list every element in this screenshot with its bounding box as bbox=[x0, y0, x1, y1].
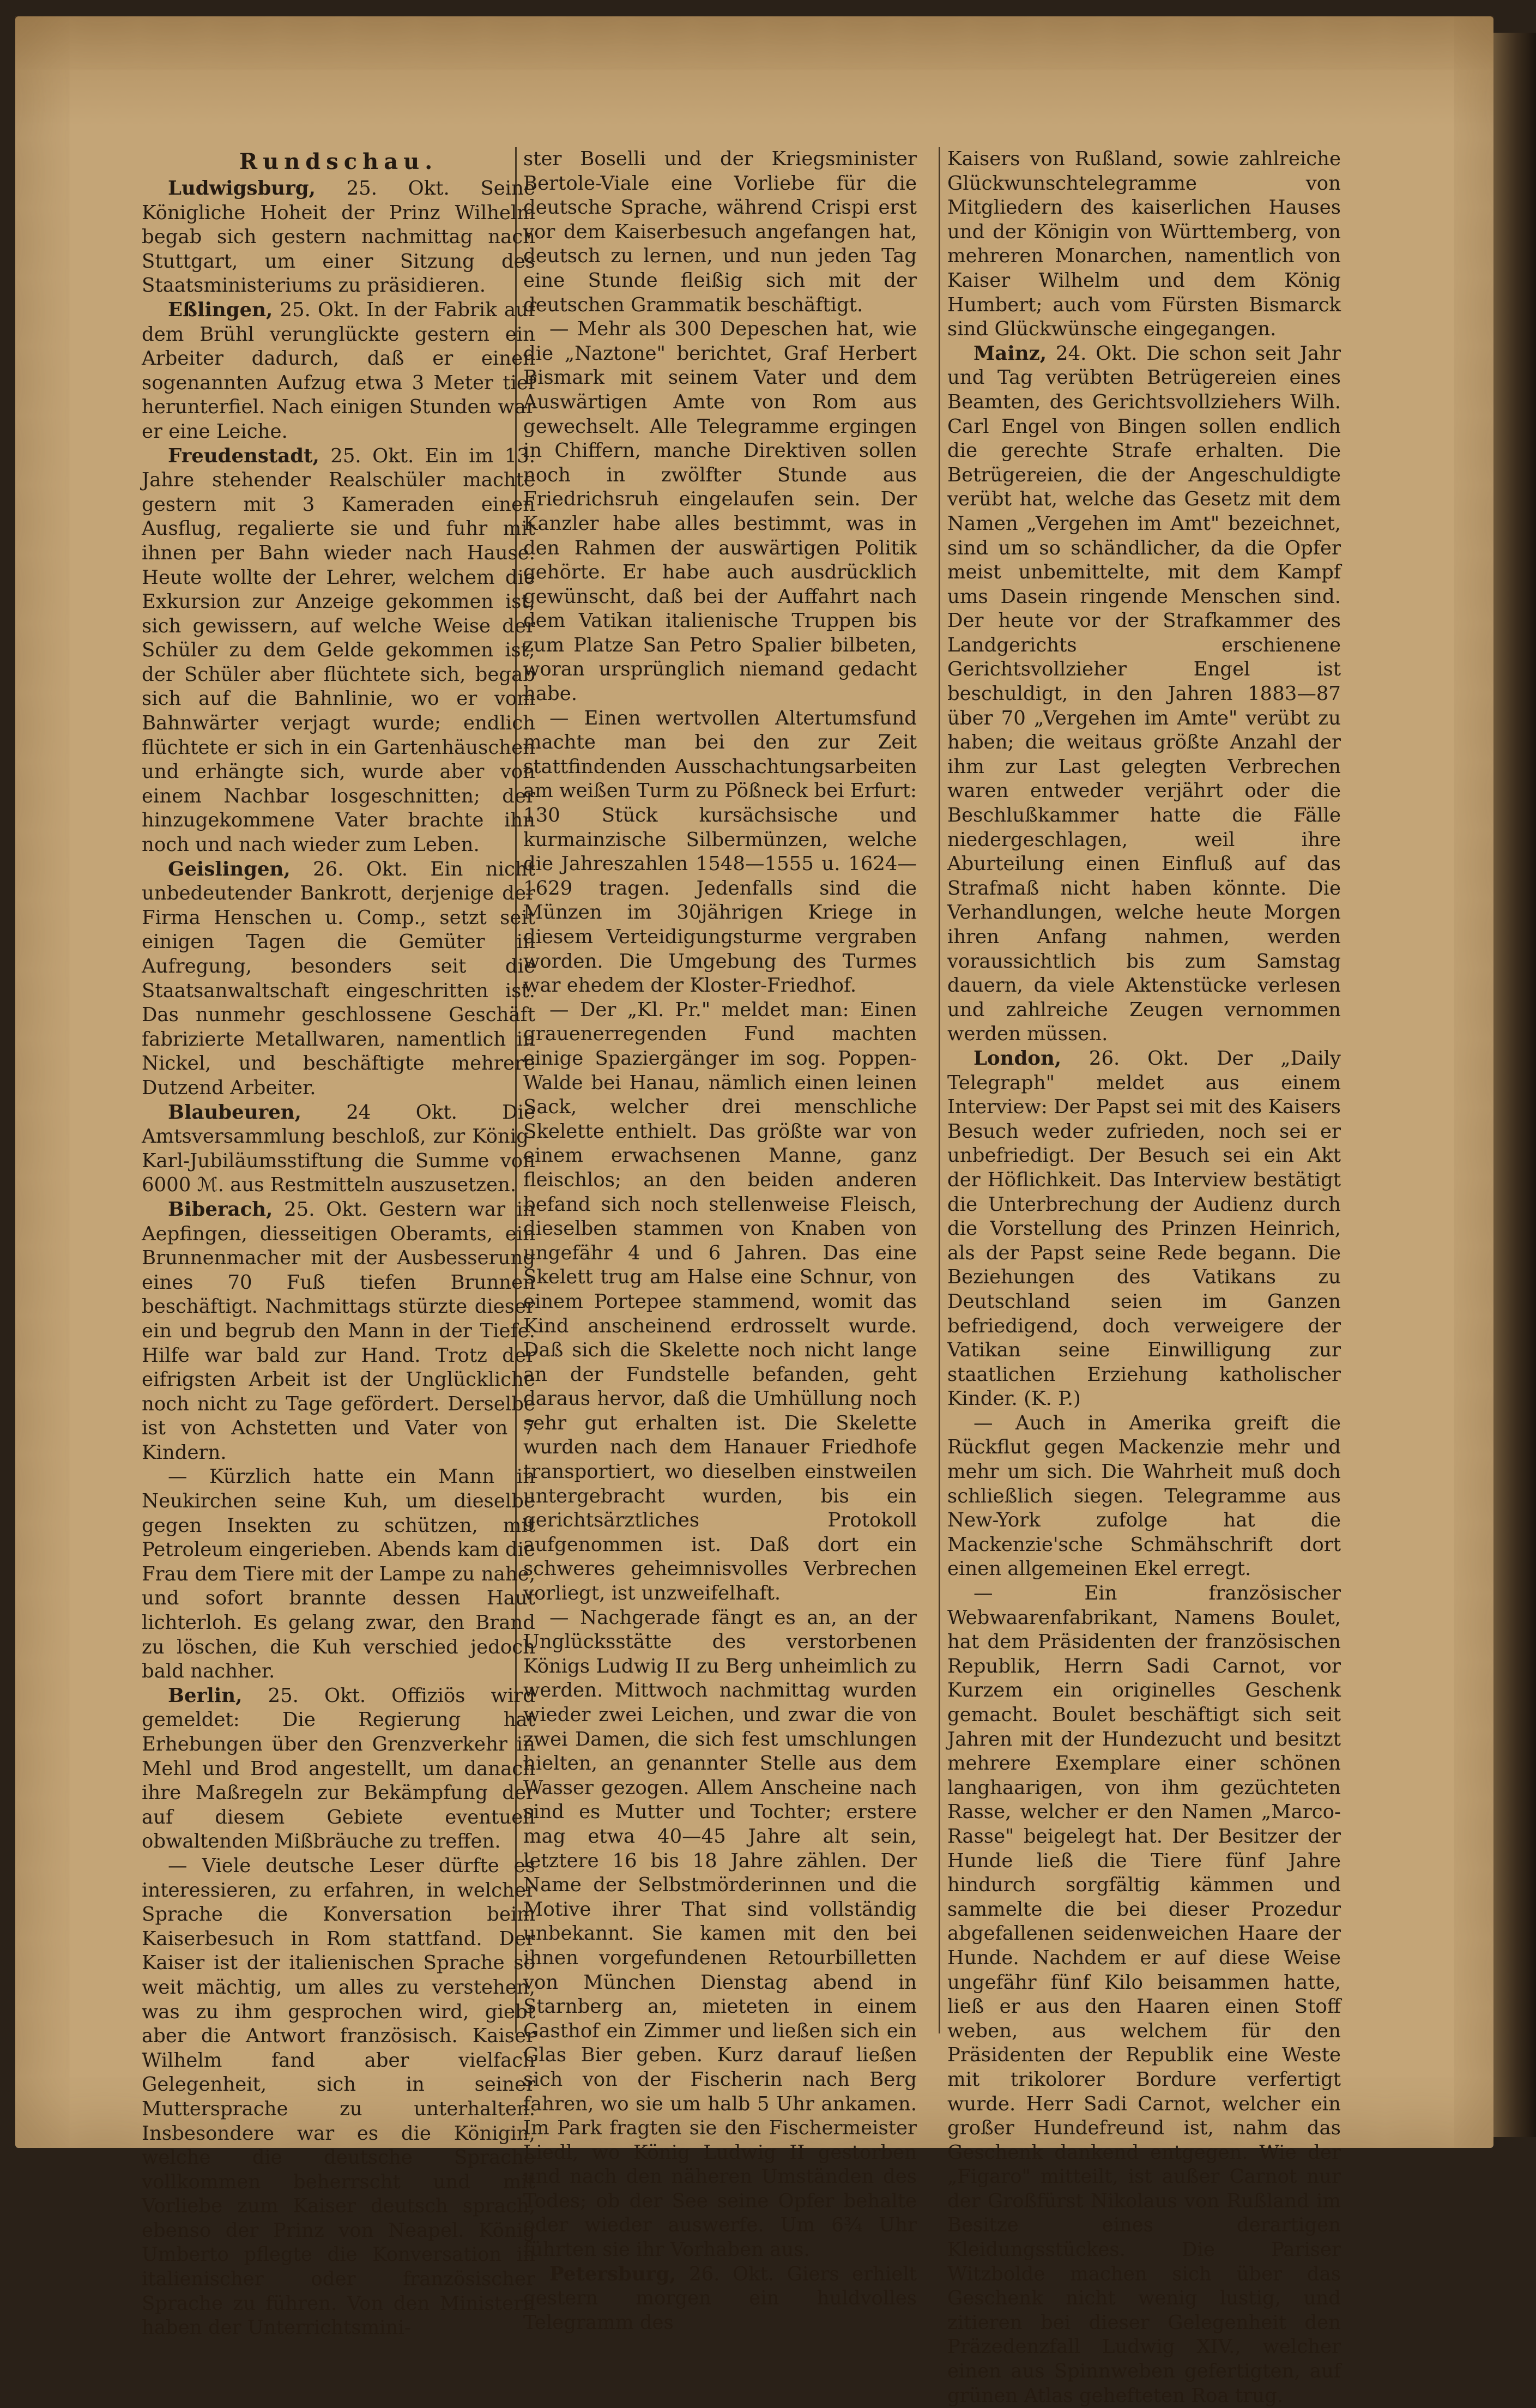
article-paragraph bbox=[947, 342, 1341, 1047]
section-heading: Rundschau. bbox=[239, 149, 438, 174]
article-paragraph bbox=[142, 444, 535, 858]
article-paragraph bbox=[947, 147, 1341, 342]
article-paragraph bbox=[142, 177, 535, 298]
article-paragraph bbox=[142, 1684, 535, 1854]
column-2 bbox=[523, 147, 917, 2334]
articles-col1 bbox=[142, 177, 535, 2340]
article-text: — Nachgerade fängt es an, an der Unglücksstätte des verstorbenen Königs Ludwig II zu Berg unheimlich zu werden. Mittwoch nachmittag wurden wieder zwei Leichen, und zwar die von zwei Damen, die sich fest umschlungen hielten, an genannter Stelle aus dem Wasser gezogen. Allem Anscheine nach sind es Mutter und Tochter; erstere mag etwa 40—45 Jahre alt sein, letztere 16 bis 18 Jahre zählen. Der Name der Selbstmörderinnen und die Motive ihrer That sind vollständig unbekannt. Sie kamen mit den bei ihnen vorgefundenen Retourbilletten von München Dienstag abend in Starnberg an, mieteten in einem Gasthof ein Zimmer und ließen sich ein Glas Bier geben. Kurz darauf ließen sich von der Fischerin nach Berg fahren, wo sie um halb 5 Uhr ankamen. Im Park fragten sie den Fischermeister Liedl, wo König Ludwig II gestorben und nach den näheren Umständen des Todes; ob der See seine Opfer behalte oder wieder auswerfe. Um 6¾ Uhr führten sie ihr Vorhaben aus. bbox=[523, 1606, 917, 2261]
article-text: ster Boselli und der Kriegsminister Bertole-Viale eine Vorliebe für die deutsche Sprache, während Crispi erst vor dem Kaiserbesuch angefangen hat, deutsch zu lernen, und nun jeden Tag eine Stunde fleißig sich mit der deutschen Grammatik beschäftigt. bbox=[523, 148, 917, 316]
dateline-place: Petersburg, bbox=[549, 2262, 676, 2285]
column-3 bbox=[947, 147, 1341, 2407]
article-paragraph bbox=[142, 298, 535, 444]
article-text: — Einen wertvollen Altertumsfund machte man bei den zur Zeit stattfindenden Ausschachtungsarbeiten am weißen Turm zu Pößneck bei Erfurt: 130 Stück kursächsische und kurmainzische Silbermünzen, welche die Jahreszahlen 1548—1555 u. 1624—1629 tragen. Jedenfalls sind die Münzen im 30jährigen Kriege in diesem Verteidigungsturme vergraben worden. Die Umgebung des Turmes war ehedem der Kloster-Friedhof. bbox=[523, 707, 917, 997]
articles-col2 bbox=[523, 147, 917, 2335]
article-text: 25. Okt. Offiziös wird gemeldet: Die Regierung hat Erhebungen über den Grenzverkehr in Mehl und Brod angestellt, um danach ihre Maßregeln zur Bekämpfung der auf diesem Gebiete eventuell obwaltenden Mißbräuche zu treffen. bbox=[142, 1684, 535, 1853]
article-text: — Ein französischer Webwaarenfabrikant, Namens Boulet, hat dem Präsidenten der französischen Republik, Herrn Sadi Carnot, vor Kurzem ein originelles Geschenk gemacht. Boulet beschäftigt sich seit Jahren mit der Hundezucht und besitzt mehrere Exemplare einer schönen langhaarigen, von ihm gezüchteten Rasse, welcher er den Namen „Marco-Rasse" beigelegt hat. Der Besitzer der Hunde ließ die Tiere fünf Jahre hindurch sorgfältig kämmen und sammelte die bei dieser Prozedur abgefallenen seidenweichen Haare der Hunde. Nachdem er auf diese Weise ungefähr fünf Kilo beisammen hatte, ließ er aus den Haaren einen Stoff weben, aus welchem für den Präsidenten der Republik eine Weste mit trikolorer Bordure verfertigt wurde. Herr Sadi Carnot, welcher ein großer Hundefreund ist, nahm das Geschenk dankend entgegen. Wie der „Figaro" mitteilt, ist außer Carnot nur der Großfürst Nikolaus von Rußland im Besitze eines derartigen Kleidungsstückes. Die Pariser Witzbolde machen sich über das Geschenk nicht wenig lustig, und zitieren bei dieser Gelegenheit den Präzedenzfall Ludwig XIV., welcher einen aus Spinnweben gefertigten, auf grünen Atlas gehefteten Roa trug. bbox=[947, 1582, 1341, 2407]
article-paragraph bbox=[523, 2262, 917, 2335]
article-text: — Mehr als 300 Depeschen hat, wie die „Naztone" berichtet, Graf Herbert Bismark mit seinem Vater und dem Auswärtigen Amte von Rom aus gewechselt. Alle Telegramme ergingen in Chiffern, manche Direktiven sollen noch in zwölfter Stunde aus Friedrichsruh eingelaufen sein. Der Kanzler habe alles bestimmt, was in den Rahmen der auswärtigen Politik gehörte. Er habe auch ausdrücklich gewünscht, daß bei der Auffahrt nach dem Vatikan italienische Truppen bis zum Platze San Petro Spalier bilbeten, woran ursprünglich niemand gedacht habe. bbox=[523, 318, 917, 705]
article-paragraph bbox=[142, 1854, 535, 2340]
article-text: 25. Okt. Seine Königliche Hoheit der Prinz Wilhelm begab sich gestern nachmittag nach Stuttgart, um einer Sitzung des Staatsministeriums zu präsidieren. bbox=[142, 177, 535, 297]
article-text: — Der „Kl. Pr." meldet man: Einen grauenerregenden Fund machten einige Spaziergänger im sog. Poppen-Walde bei Hanau, nämlich einen leinen Sack, welcher drei menschliche Skelette enthielt. Das größte war von einem erwachsenen Manne, ganz fleischlos; an den beiden anderen befand sich noch stellenweise Fleisch, dieselben stammen von Knaben von ungefähr 4 und 6 Jahren. Das eine Skelett trug am Halse eine Schnur, von einem Portepee stammend, womit das Kind anscheinend erdrosselt wurde. Daß sich die Skelette noch nicht lange an der Fundstelle befanden, geht daraus hervor, daß die Umhüllung noch sehr gut erhalten ist. Die Skelette wurden nach dem Hanauer Friedhofe transportiert, wo dieselben einstweilen untergebracht wurden, bis ein gerichtsärztliches Protokoll aufgenommen ist. Daß dort ein schweres geheimnisvolles Verbrechen vorliegt, ist unzweifelhaft. bbox=[523, 998, 917, 1605]
column-1 bbox=[142, 148, 535, 2339]
article-paragraph bbox=[142, 858, 535, 1101]
dateline-place: Freudenstadt, bbox=[168, 444, 319, 467]
book-spine bbox=[1493, 33, 1536, 2137]
article-paragraph bbox=[523, 707, 917, 998]
article-text: 24. Okt. Die schon seit Jahr und Tag verübten Betrügereien eines Beamten, des Gerichtsvollziehers Wilh. Carl Engel von Bingen sollen endlich die gerechte Strafe erhalten. Die Betrügereien, die der Angeschuldigte verübt hat, welche das Gesetz mit dem Namen „Vergehen im Amt" bezeichnet, sind um so schändlicher, da die Opfer meist unbemittelte, mit dem Kampf ums Dasein ringende Menschen sind. Der heute vor der Strafkammer des Landgerichts erschienene Gerichtsvollzieher Engel ist beschuldigt, in den Jahren 1883—87 über 70 „Vergehen im Amte" verübt zu haben; die weitaus größte Anzahl der ihm zur Last gelegten Verbrechen waren entweder verjährt oder die Beschlußkammer hatte die Fälle niedergeschlagen, weil ihre Aburteilung einen Einfluß auf das Strafmaß nicht haben könnte. Die Verhandlungen, welche heute Morgen ihren Anfang nahmen, werden voraussichtlich bis zum Samstag dauern, da viele Aktenstücke verlesen und zahlreiche Zeugen vernommen werden müssen. bbox=[947, 342, 1341, 1046]
dateline-place: Blaubeuren, bbox=[168, 1101, 301, 1124]
article-text: 25. Okt. In der Fabrik auf dem Brühl verunglückte gestern ein Arbeiter dadurch, daß er einen sogenannten Aufzug etwa 3 Meter tief herunterfiel. Nach einigen Stunden war er eine Leiche. bbox=[142, 298, 535, 443]
article-text: 25. Okt. Ein im 13. Jahre stehender Realschüler machte gestern mit 3 Kameraden einen Ausflug, regalierte sie und fuhr mit ihnen per Bahn wieder nach Hause. Heute wollte der Lehrer, welchem die Exkursion zur Anzeige gekommen ist, sich gewissern, auf welche Weise der Schüler zu dem Gelde gekommen ist; der Schüler aber flüchtete sich, begab sich auf die Bahnlinie, wo er vom Bahnwärter verjagt wurde; endlich flüchtete er sich in ein Gartenhäuschen und erhängte sich, wurde aber von einem Nachbar losgeschnitten; der hinzugekommene Vater brachte ihn noch und nach wieder zum Leben. bbox=[142, 444, 535, 856]
article-text: 26. Okt. Giers erhielt gestern morgen ein huldvolles Telegramm des bbox=[523, 2262, 917, 2334]
article-paragraph bbox=[947, 1411, 1341, 1582]
dateline-place: Eßlingen, bbox=[168, 298, 273, 321]
page-stain bbox=[15, 16, 1493, 125]
article-paragraph bbox=[142, 1465, 535, 1683]
article-text: 24 Okt. Die Amtsversammlung beschloß, zur König-Karl-Jubiläumsstiftung die Summe von 6000 ℳ. aus Restmitteln auszusetzen. bbox=[142, 1101, 535, 1197]
article-paragraph bbox=[523, 147, 917, 317]
article-paragraph bbox=[142, 1101, 535, 1198]
dateline-place: Ludwigsburg, bbox=[168, 177, 316, 200]
article-paragraph bbox=[947, 1047, 1341, 1411]
article-text: — Viele deutsche Leser dürfte es interessieren, zu erfahren, in welcher Sprache die Konversation beim Kaiserbesuch in Rom stattfand. Der Kaiser ist der italienischen Sprache so weit mächtig, um alles zu verstehen, was zu ihm gesprochen wird, giebt aber die Antwort französisch. Kaiser Wilhelm fand aber vielfach Gelegenheit, sich in seiner Muttersprache zu unterhalten. Insbesondere war es die Königin, welche die deutsche Sprache vollkommen beherrscht und mit Vorliebe zum Kaiser deutsch sprach, ebenso der Prinz von Neapel. König Umberto pflegte die Konversation in italienischer oder französischer Sprache zu führen. Von den Ministern haben der Unterrichtsmini- bbox=[142, 1854, 535, 2339]
dateline-place: London, bbox=[973, 1047, 1062, 1070]
dateline-place: Geislingen, bbox=[168, 858, 291, 880]
article-paragraph bbox=[523, 1606, 917, 2262]
article-paragraph bbox=[142, 1198, 535, 1465]
article-paragraph bbox=[523, 998, 917, 1606]
dateline-place: Berlin, bbox=[168, 1684, 243, 1707]
article-text: — Auch in Amerika greift die Rückflut gegen Mackenzie mehr und mehr um sich. Die Wahrheit muß doch schließlich siegen. Telegramme aus New-York zufolge hat die Mackenzie'sche Schmähschrift dort einen allgemeinen Ekel erregt. bbox=[947, 1411, 1341, 1580]
dateline-place: Biberach, bbox=[168, 1198, 273, 1221]
article-text: 26. Okt. Ein nicht unbedeutender Bankrott, derjenige der Firma Henschen u. Comp., setzt seit einigen Tagen die Gemüter in Aufregung, besonders seit die Staatsanwaltschaft eingeschritten ist. Das nunmehr geschlossene Geschäft fabrizierte Metallwaren, namentlich in Nickel, und beschäftigte mehrere Dutzend Arbeiter. bbox=[142, 858, 535, 1099]
dateline-place: Mainz, bbox=[973, 342, 1047, 365]
article-text: 25. Okt. Gestern war in Aepfingen, diesseitigen Oberamts, ein Brunnenmacher mit der Ausbesserung eines 70 Fuß tiefen Brunnen beschäftigt. Nachmittags stürzte dieser ein und begrub den Mann in der Tiefe. Hilfe war bald zur Hand. Trotz der eifrigsten Arbeit ist der Unglückliche noch nicht zu Tage gefördert. Derselbe ist von Achstetten und Vater von 7 Kindern. bbox=[142, 1198, 535, 1464]
article-text: Kaisers von Rußland, sowie zahlreiche Glückwunschtelegramme von Mitgliedern des kaiserlichen Hauses und der Königin von Württemberg, von mehreren Monarchen, namentlich von Kaiser Wilhelm und dem König Humbert; auch vom Fürsten Bismarck sind Glückwünsche eingegangen. bbox=[947, 148, 1341, 341]
article-text: 26. Okt. Der „Daily Telegraph" meldet aus einem Interview: Der Papst sei mit des Kaisers Besuch weder zufrieden, noch sei er unbefriedigt. Der Besuch sei ein Akt der Höflichkeit. Das Interview bestätigt die Unterbrechung der Audienz durch die Vorstellung des Prinzen Heinrich, als der Papst seine Rede begann. Die Beziehungen des Vatikans zu Deutschland seien im Ganzen befriedigend, doch verweigere der Vatikan seine Einwilligung zur staatlichen Erziehung katholischer Kinder. (K. P.) bbox=[947, 1047, 1341, 1410]
article-text: — Kürzlich hatte ein Mann in Neukirchen seine Kuh, um dieselbe gegen Insekten zu schützen, mit Petroleum eingerieben. Abends kam die Frau dem Tiere mit der Lampe zu nahe, und sofort brannte dessen Haut lichterloh. Es gelang zwar, den Brand zu löschen, die Kuh verschied jedoch bald nachher. bbox=[142, 1465, 535, 1683]
column-rule bbox=[939, 147, 940, 2033]
articles-col3 bbox=[947, 147, 1341, 2408]
article-paragraph bbox=[947, 1582, 1341, 2408]
article-paragraph bbox=[523, 317, 917, 707]
